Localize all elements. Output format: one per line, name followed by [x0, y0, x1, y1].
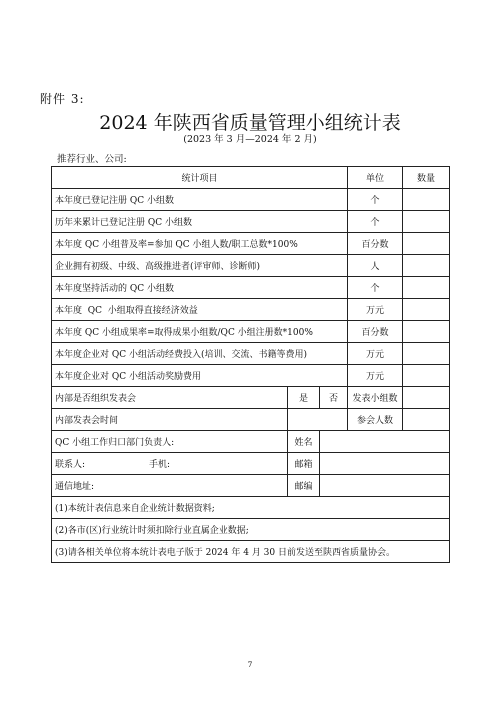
row-qty-cell[interactable]	[403, 365, 450, 387]
row-item: 本年度企业对 QC 小组活动奖励费用	[52, 365, 348, 387]
note-row	[52, 497, 450, 519]
page-number: 7	[247, 660, 253, 669]
row-item: 本年度 QC 小组成果率=取得成果小组数/QC 小组注册数*100%	[52, 321, 348, 343]
page-title: 2024 年陕西省质量管理小组统计表	[99, 112, 401, 134]
contact-person-cell	[52, 453, 288, 475]
address-row	[52, 475, 450, 497]
row-item: 本年度已登记注册 QC 小组数	[52, 189, 348, 211]
publication-time-cell[interactable]	[288, 409, 348, 431]
row-unit: 百分数	[348, 233, 403, 255]
table-header-row	[52, 167, 450, 189]
row-qty-cell[interactable]	[403, 233, 450, 255]
recommend-field-label: 推荐行业、公司:	[57, 154, 127, 165]
table-row	[52, 211, 450, 233]
row-unit: 人	[348, 255, 403, 277]
dept-head-label: QC 小组工作归口部门负责人:	[52, 431, 288, 453]
row-unit: 万元	[348, 299, 403, 321]
table-row	[52, 321, 450, 343]
table-row	[52, 365, 450, 387]
contact-person-row	[52, 453, 450, 475]
mobile-label: 手机:	[149, 460, 171, 470]
row-item: 本年度 QC 小组取得直接经济效益	[52, 299, 348, 321]
publication-label: 内部是否组织发表会	[52, 387, 288, 409]
publication-count-label: 发表小组数	[348, 387, 403, 409]
row-qty-cell[interactable]	[403, 255, 450, 277]
publication-time-label: 内部发表会时间	[52, 409, 288, 431]
row-qty-cell[interactable]	[403, 211, 450, 233]
table-row	[52, 277, 450, 299]
row-unit: 个	[348, 189, 403, 211]
note-text: (3)请各相关单位将本统计表电子版于 2024 年 4 月 30 日前发送至陕西省质量协会。	[52, 541, 450, 563]
publication-row	[52, 387, 450, 409]
table-row	[52, 299, 450, 321]
publication-yes-option[interactable]: 是	[288, 387, 320, 409]
email-label: 邮箱	[288, 453, 320, 475]
table-row	[52, 343, 450, 365]
row-unit: 个	[348, 277, 403, 299]
row-qty-cell[interactable]	[403, 321, 450, 343]
note-text: (2)各市(区)行业统计时须扣除行业直属企业数据;	[52, 519, 450, 541]
contact-dept-row	[52, 431, 450, 453]
row-item: 本年度坚持活动的 QC 小组数	[52, 277, 348, 299]
header-qty: 数量	[403, 167, 450, 189]
attendees-cell[interactable]	[403, 409, 450, 431]
address-label: 通信地址:	[52, 475, 288, 497]
row-item: 企业拥有初级、中级、高级推进者(评审师、诊断师)	[52, 255, 348, 277]
row-unit: 万元	[348, 343, 403, 365]
row-unit: 百分数	[348, 321, 403, 343]
contact-person-label: 联系人:	[55, 460, 86, 470]
attendees-label: 参会人数	[348, 409, 403, 431]
email-cell[interactable]	[320, 453, 450, 475]
name-label: 姓名	[288, 431, 320, 453]
row-item: 本年度 QC 小组普及率=参加 QC 小组人数/职工总数*100%	[52, 233, 348, 255]
table-row	[52, 233, 450, 255]
attachment-label: 附件 3:	[40, 92, 85, 106]
publication-count-cell[interactable]	[403, 387, 450, 409]
publication-no-option[interactable]: 否	[320, 387, 348, 409]
row-qty-cell[interactable]	[403, 343, 450, 365]
name-cell[interactable]	[320, 431, 450, 453]
publication-time-row	[52, 409, 450, 431]
row-qty-cell[interactable]	[403, 277, 450, 299]
table-row	[52, 255, 450, 277]
header-unit: 单位	[348, 167, 403, 189]
period-subtitle: (2023 年 3 月—2024 年 2 月)	[183, 134, 317, 145]
header-item: 统计项目	[52, 167, 348, 189]
note-row	[52, 519, 450, 541]
table-row	[52, 189, 450, 211]
row-item: 本年度企业对 QC 小组活动经费投入(培训、交流、书籍等费用)	[52, 343, 348, 365]
postcode-label: 邮编	[288, 475, 320, 497]
statistics-table	[51, 166, 450, 563]
row-qty-cell[interactable]	[403, 299, 450, 321]
row-unit: 万元	[348, 365, 403, 387]
row-unit: 个	[348, 211, 403, 233]
row-item: 历年来累计已登记注册 QC 小组数	[52, 211, 348, 233]
postcode-cell[interactable]	[320, 475, 450, 497]
note-text: (1)本统计表信息来自企业统计数据资料;	[52, 497, 450, 519]
row-qty-cell[interactable]	[403, 189, 450, 211]
note-row	[52, 541, 450, 563]
